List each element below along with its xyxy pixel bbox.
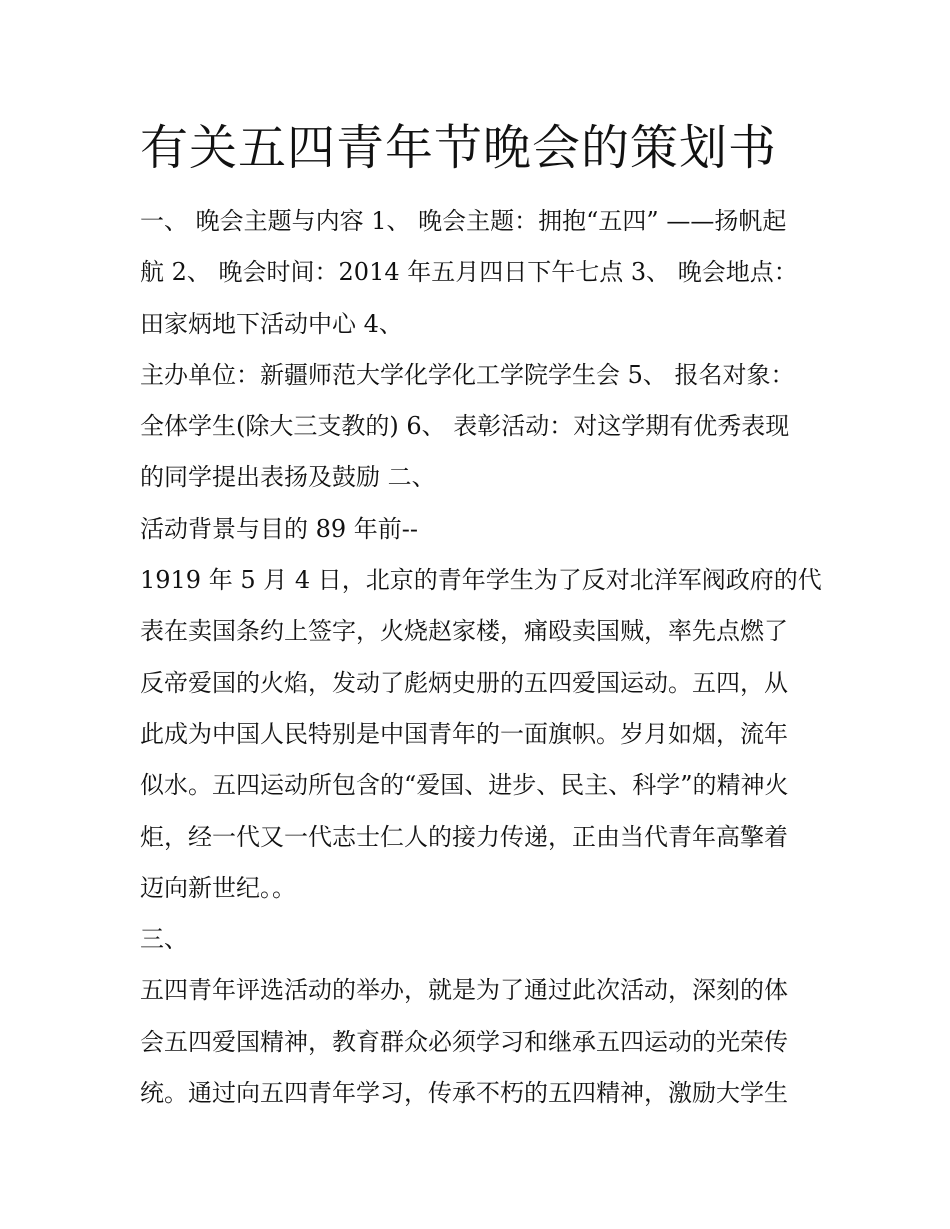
document-body bbox=[140, 196, 840, 1119]
body-line: 似水。五四运动所包含的“爱国、进步、民主、科学”的精神火 bbox=[140, 771, 789, 800]
body-line: 主办单位：新疆师范大学化学化工学院学生会 5、 报名对象： bbox=[140, 360, 795, 389]
document-title: 有关五四青年节晚会的策划书 bbox=[140, 120, 778, 176]
body-line: 一、 晚会主题与内容 1、 晚会主题：拥抱“五四” ——扬帆起 bbox=[140, 207, 787, 235]
body-line: 活动背景与目的 89 年前-- bbox=[140, 514, 419, 543]
body-line: 田家炳地下活动中心 4、 bbox=[140, 309, 403, 338]
body-line: 全体学生(除大三支教的) 6、 表彰活动：对这学期有优秀表现 bbox=[140, 412, 790, 441]
body-line: 三、 bbox=[140, 925, 188, 954]
body-line: 迈向新世纪。。 bbox=[140, 873, 296, 902]
body-line: 此成为中国人民特别是中国青年的一面旗帜。岁月如烟，流年 bbox=[140, 719, 788, 748]
body-line: 航 2、 晚会时间：2014 年五月四日下午七点 3、 晚会地点： bbox=[140, 258, 798, 287]
body-line: 五四青年评选活动的举办，就是为了通过此次活动，深刻的体 bbox=[140, 976, 788, 1005]
body-line: 1919 年 5 月 4 日，北京的青年学生为了反对北洋军阀政府的代 bbox=[140, 566, 822, 595]
body-line: 的同学提出表扬及鼓励 二、 bbox=[140, 463, 436, 492]
body-line: 统。通过向五四青年学习，传承不朽的五四精神，激励大学生 bbox=[140, 1079, 788, 1108]
body-line: 反帝爱国的火焰，发动了彪炳史册的五四爱国运动。五四，从 bbox=[140, 668, 788, 697]
body-line: 表在卖国条约上签字，火烧赵家楼，痛殴卖国贼，率先点燃了 bbox=[140, 617, 788, 646]
body-line: 会五四爱国精神，教育群众必须学习和继承五四运动的光荣传 bbox=[140, 1027, 788, 1056]
body-line: 炬，经一代又一代志士仁人的接力传递，正由当代青年高擎着 bbox=[140, 822, 788, 851]
